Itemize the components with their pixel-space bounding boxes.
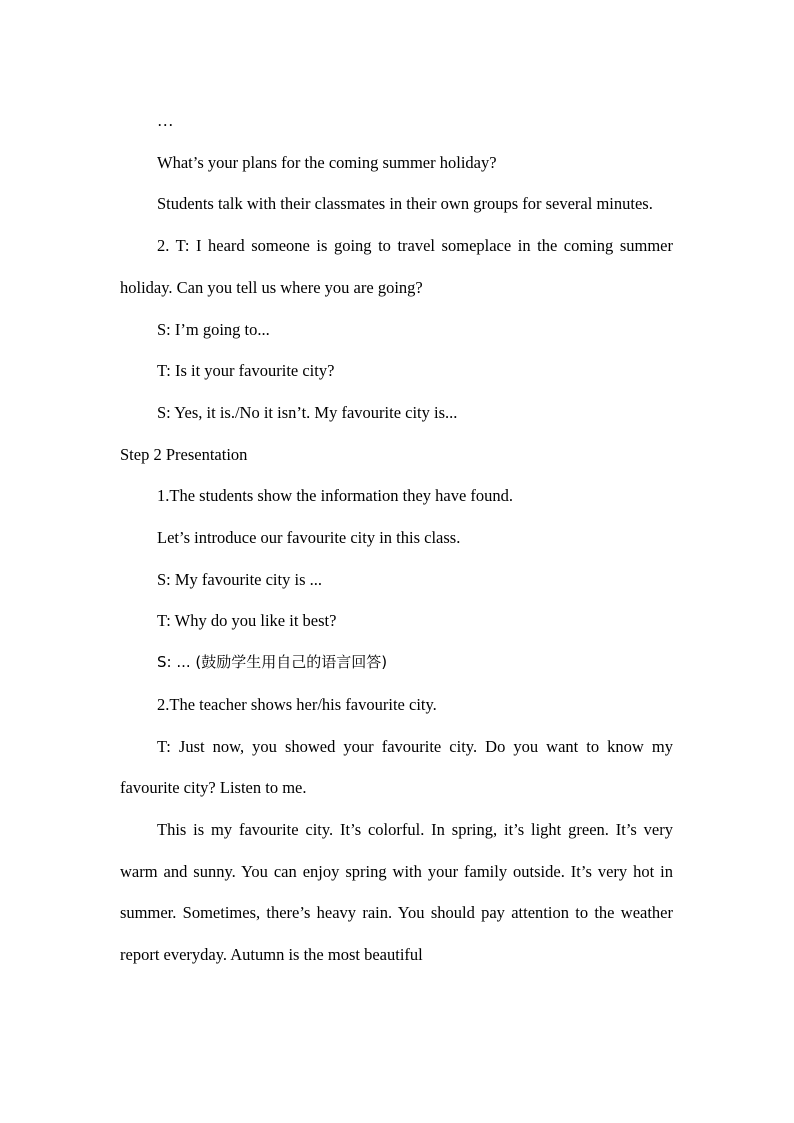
paragraph-teacher-why: T: Why do you like it best? [157, 611, 337, 631]
paragraph-teacher-favourite: T: Is it your favourite city? [157, 361, 335, 381]
paragraph-ellipsis: … [157, 111, 174, 130]
document-body [120, 100, 673, 976]
paragraph-teacher-listen: T: Just now, you showed your favourite city. Do you want to know my favourite city? Listen to me. [120, 736, 673, 798]
section-heading-step2: Step 2 Presentation [120, 444, 248, 464]
paragraph-introduce-city: Let’s introduce our favourite city in this class. [157, 528, 461, 548]
paragraph-city-description: This is my favourite city. It’s colorful. In spring, it’s light green. It’s very warm and sunny. You can enjoy spring with your family outside. It’s very hot in summer. Sometimes, there’s heavy rain. You should pay attention to the weather report everyday. Autumn is the most beautiful [120, 819, 673, 965]
paragraph-student-own-words: S: ... (鼓励学生用自己的语言回答) [157, 653, 388, 672]
paragraph-group-talk: Students talk with their classmates in their own groups for several minutes. [157, 194, 653, 214]
paragraph-student-answer: S: Yes, it is./No it isn’t. My favourite city is... [157, 402, 458, 422]
paragraph-students-show-info: 1.The students show the information they have found. [157, 486, 514, 506]
paragraph-student-going: S: I’m going to... [157, 319, 270, 339]
paragraph-teacher-shows: 2.The teacher shows her/his favourite city. [157, 694, 437, 714]
paragraph-question-plans: What’s your plans for the coming summer holiday? [157, 152, 497, 172]
paragraph-teacher-travel: 2. T: I heard someone is going to travel someplace in the coming summer holiday. Can you tell us where you are going? [120, 236, 673, 297]
paragraph-student-favourite: S: My favourite city is ... [157, 569, 322, 589]
